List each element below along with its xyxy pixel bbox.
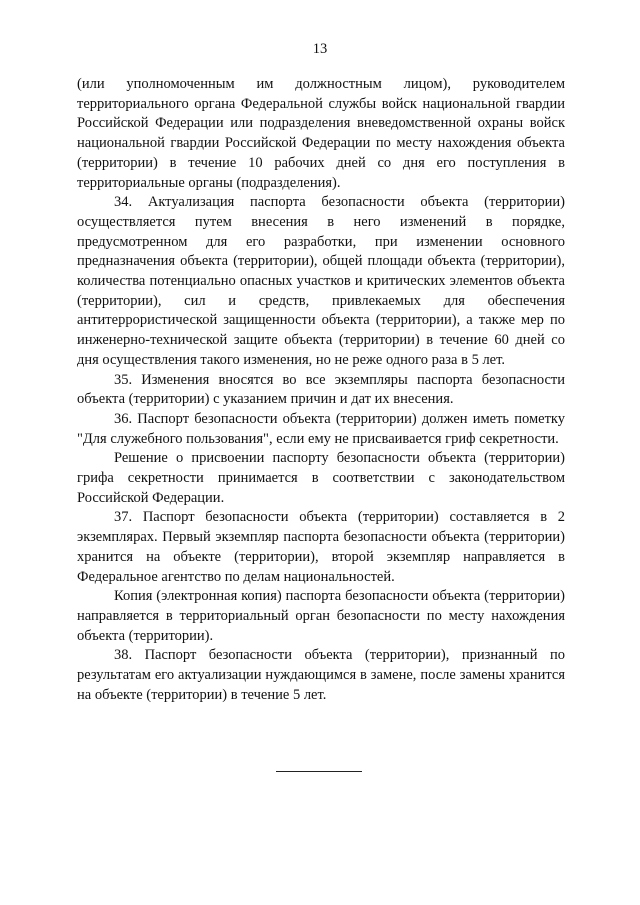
paragraph-secrecy-decision: Решение о присвоении паспорту безопасности объекта (территории) грифа секретности принимается в соответствии с законодательством Российской Федерации. <box>77 450 565 506</box>
page-number: 13 <box>312 41 328 57</box>
paragraph-continuation: (или уполномоченным им должностным лицом), руководителем территориального органа Федеральной службы войск национальной гвардии Российской Федерации или подразделения вневедомственной охраны войск национальной гвардии Российской Федерации по месту нахождения объекта (территории) в течение 10 рабочих дней со дня его поступления в территориальные органы (подразделения). <box>77 76 565 191</box>
paragraph-item-37: 37. Паспорт безопасности объекта (территории) составляется в 2 экземплярах. Первый экземпляр паспорта безопасности объекта (территории) хранится на объекте (территории), второй экземпляр направляется в Федеральное агентство по делам национальностей. <box>77 509 565 585</box>
paragraph-copy: Копия (электронная копия) паспорта безопасности объекта (территории) направляется в территориальный орган безопасности по месту нахождения объекта (территории). <box>77 588 565 644</box>
paragraph-item-38: 38. Паспорт безопасности объекта (территории), признанный по результатам его актуализации нуждающимся в замене, после замены хранится на объекте (территории) в течение 5 лет. <box>77 647 565 703</box>
end-of-document-rule <box>276 771 362 772</box>
document-body <box>77 75 565 706</box>
paragraph-item-35: 35. Изменения вносятся во все экземпляры паспорта безопасности объекта (территории) с указанием причин и дат их внесения. <box>77 371 565 408</box>
paragraph-item-34: 34. Актуализация паспорта безопасности объекта (территории) осуществляется путем внесения в него изменений в порядке, предусмотренном для его разработки, при изменении основного предназначения объекта (территории), общей площади объекта (территории), количества потенциально опасных участков и критических элементов объекта (территории), сил и средств, привлекаемых для обеспечения антитеррористической защищенности объекта (территории), а также мер по инженерно-технической защите объекта (территории) в течение 60 дней со дня осуществления такого изменения, но не реже одного раза в 5 лет. <box>77 194 565 368</box>
paragraph-item-36: 36. Паспорт безопасности объекта (территории) должен иметь пометку "Для служебного пользования", если ему не присваивается гриф секретности. <box>77 410 565 447</box>
